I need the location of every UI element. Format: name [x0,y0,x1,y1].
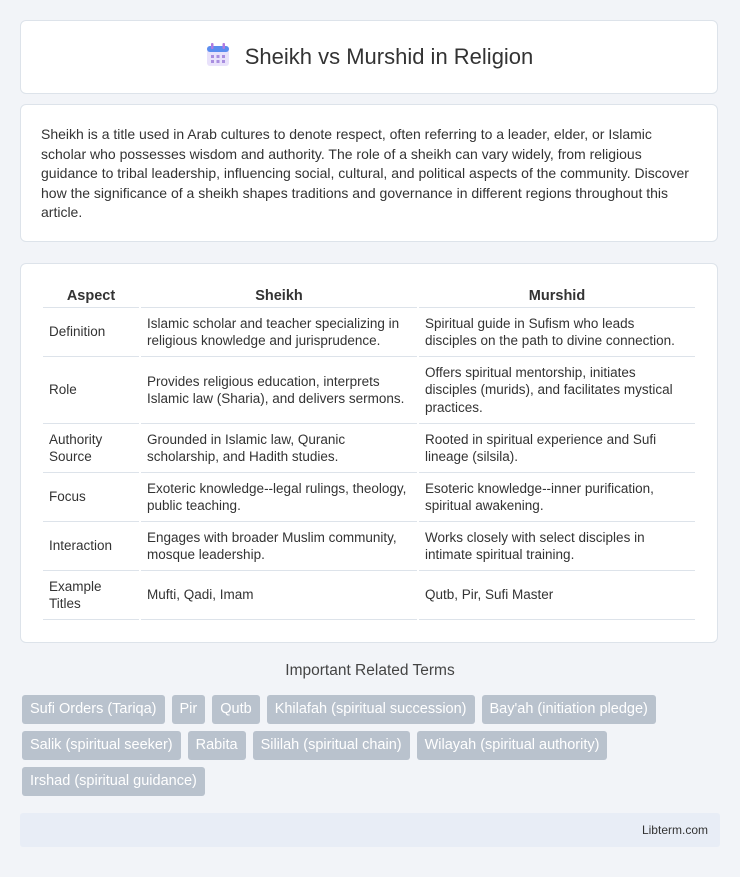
comparison-table [41,282,697,620]
row-aspect: Authority Source [43,424,139,473]
footer-brand-link[interactable]: Libterm.com [641,823,708,837]
tag-qutb[interactable]: Qutb [212,695,259,724]
tag-irshad[interactable]: Irshad (spiritual guidance) [22,767,205,796]
tag-sufi-orders[interactable]: Sufi Orders (Tariqa) [22,695,165,724]
row-sheikh: Exoteric knowledge--legal rulings, theology, public teaching. [141,473,417,522]
row-murshid: Qutb, Pir, Sufi Master [419,571,695,620]
header-murshid: Murshid [419,282,695,308]
row-aspect: Focus [43,473,139,522]
row-murshid: Works closely with select disciples in intimate spiritual training. [419,522,695,571]
row-murshid: Offers spiritual mentorship, initiates disciples (murids), and facilitates mystical practices. [419,357,695,424]
header-sheikh: Sheikh [141,282,417,308]
related-terms-list [22,695,722,796]
row-aspect: Definition [43,308,139,357]
related-terms-title: Important Related Terms [285,662,455,679]
table-row [43,522,695,571]
row-murshid: Rooted in spiritual experience and Sufi lineage (silsila). [419,424,695,473]
comparison-table-card [20,263,718,643]
calendar-icon [205,42,231,73]
table-row [43,357,695,424]
row-aspect: Example Titles [43,571,139,620]
header-card [20,20,718,94]
row-aspect: Interaction [43,522,139,571]
row-sheikh: Mufti, Qadi, Imam [141,571,417,620]
row-aspect: Role [43,357,139,424]
footer [20,813,720,847]
tag-sililah[interactable]: Sililah (spiritual chain) [253,731,410,760]
row-sheikh: Grounded in Islamic law, Quranic scholarship, and Hadith studies. [141,424,417,473]
row-sheikh: Provides religious education, interprets Islamic law (Sharia), and delivers sermons. [141,357,417,424]
table-row [43,473,695,522]
table-row [43,571,695,620]
tag-pir[interactable]: Pir [172,695,206,724]
tag-rabita[interactable]: Rabita [188,731,246,760]
row-sheikh: Islamic scholar and teacher specializing in religious knowledge and jurisprudence. [141,308,417,357]
tag-salik[interactable]: Salik (spiritual seeker) [22,731,181,760]
row-murshid: Spiritual guide in Sufism who leads disciples on the path to divine connection. [419,308,695,357]
row-murshid: Esoteric knowledge--inner purification, spiritual awakening. [419,473,695,522]
tag-wilayah[interactable]: Wilayah (spiritual authority) [417,731,608,760]
table-row [43,308,695,357]
table-header-row [43,282,695,308]
page-title: Sheikh vs Murshid in Religion [244,44,534,69]
intro-paragraph: Sheikh is a title used in Arab cultures to denote respect, often referring to a leader, elder, or Islamic scholar who possesses wisdom and authority. The role of a sheikh can vary widely, from religious guidance to tribal leadership, influencing social, cultural, and political aspects of the community. Discover how the significance of a sheikh shapes traditions and governance in different regions throughout this article. [20,104,718,242]
tag-bayah[interactable]: Bay'ah (initiation pledge) [482,695,656,724]
header-aspect: Aspect [43,282,139,308]
row-sheikh: Engages with broader Muslim community, mosque leadership. [141,522,417,571]
tag-khilafah[interactable]: Khilafah (spiritual succession) [267,695,475,724]
table-row [43,424,695,473]
